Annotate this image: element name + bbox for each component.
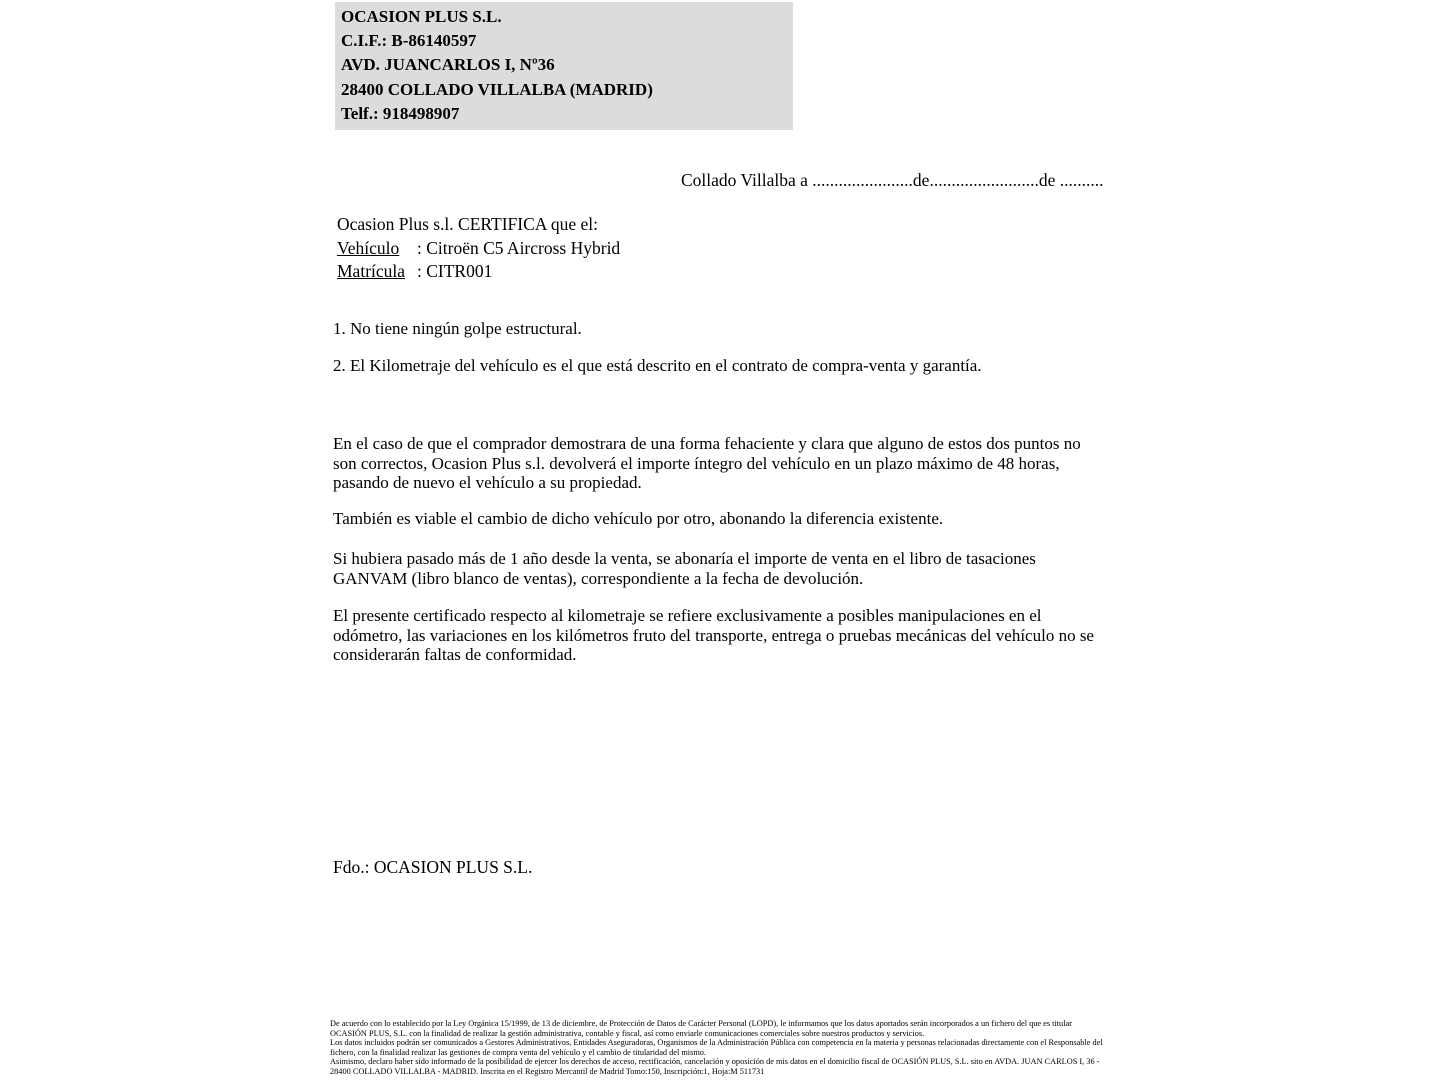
company-name: OCASION PLUS S.L.	[341, 7, 502, 26]
paragraph-ganvam-clause: Si hubiera pasado más de 1 año desde la venta, se abonaría el importe de venta en el libro de tasaciones GANVAM (libro blanco de ventas), correspondiente a la fecha de devolución.	[333, 549, 1036, 588]
company-address: AVD. JUANCARLOS I, Nº36	[341, 55, 555, 75]
condition-point-2: 2. El Kilometraje del vehículo es el que está descrito en el contrato de compra-venta y garantía.	[333, 356, 982, 375]
plate-label-cell	[337, 260, 417, 284]
vehicle-label-cell	[337, 237, 417, 261]
company-header	[335, 2, 793, 130]
legal-paragraph-lopd: De acuerdo con lo establecido por la Ley Orgánica 15/1999, de 13 de diciembre, de Protección de Datos de Carácter Personal (LOPD), le informamos que los datos aportados serán incorporados a un fichero del que es titular OCASIÓN PLUS, S.L. con la finalidad de realizar la gestión administrativa, contable y fiscal, así como enviarle comunicaciones comerciales sobre nuestros productos y servicios.	[330, 1019, 1072, 1038]
vehicle-line	[337, 237, 620, 261]
legal-footer	[330, 1019, 1105, 1077]
plate-label: Matrícula	[337, 261, 406, 281]
certifies-intro: Ocasion Plus s.l. CERTIFICA que el:	[337, 214, 598, 234]
paragraph-exchange-clause: También es viable el cambio de dicho vehículo por otro, abonando la diferencia existente.	[333, 509, 944, 528]
paragraph-refund-clause: En el caso de que el comprador demostrara de una forma fehaciente y clara que alguno de estos dos puntos no son correctos, Ocasion Plus s.l. devolverá el importe íntegro del vehículo en un plazo máximo de 48 horas, pasando de nuevo el vehículo a su propiedad.	[333, 434, 1081, 493]
company-city: 28400 COLLADO VILLALBA (MADRID)	[341, 79, 653, 99]
legal-paragraph-data-sharing: Los datos incluidos podrán ser comunicados a Gestores Administrativos, Entidades Aseguradoras, Organismos de la Administración Pública con competencia en la materia y personas relacionadas directamente con el Responsable del fichero, con la finalidad realizar las gestiones de compra venta del vehículo y el cambio de titularidad del mismo.	[330, 1038, 1103, 1057]
company-cif: C.I.F.: B-86140597	[341, 31, 477, 51]
plate-line	[337, 260, 620, 284]
signature-line: Fdo.: OCASION PLUS S.L.	[333, 857, 533, 877]
vehicle-value: : Citroën C5 Aircross Hybrid	[417, 237, 621, 258]
plate-value: : CITR001	[417, 261, 493, 281]
vehicle-label: Vehículo	[337, 237, 400, 258]
condition-point-1: 1. No tiene ningún golpe estructural.	[333, 319, 582, 338]
certification-block	[337, 213, 620, 284]
date-line: Collado Villalba a .......................de.........................de ..........	[681, 170, 1104, 190]
paragraph-odometer-clause: El presente certificado respecto al kilometraje se refiere exclusivamente a posibles manipulaciones en el odómetro, las variaciones en los kilómetros fruto del transporte, entrega o pruebas mecánicas del vehículo no se considerarán faltas de conformidad.	[333, 606, 1094, 665]
company-phone: Telf.: 918498907	[341, 103, 460, 123]
legal-paragraph-rights: Asimismo, declaro haber sido informado de la posibilidad de ejercer los derechos de acceso, rectificación, cancelación y oposición de mis datos en el domicilio fiscal de OCASIÓN PLUS, S.L. sito en AVDA. JUAN CARLOS I, 36 - 28400 COLLADO VILLALBA - MADRID. Inscrita en el Registro Mercantil de Madrid Tomo:150, Inscripción:1, Hoja:M 511731	[330, 1057, 1100, 1076]
